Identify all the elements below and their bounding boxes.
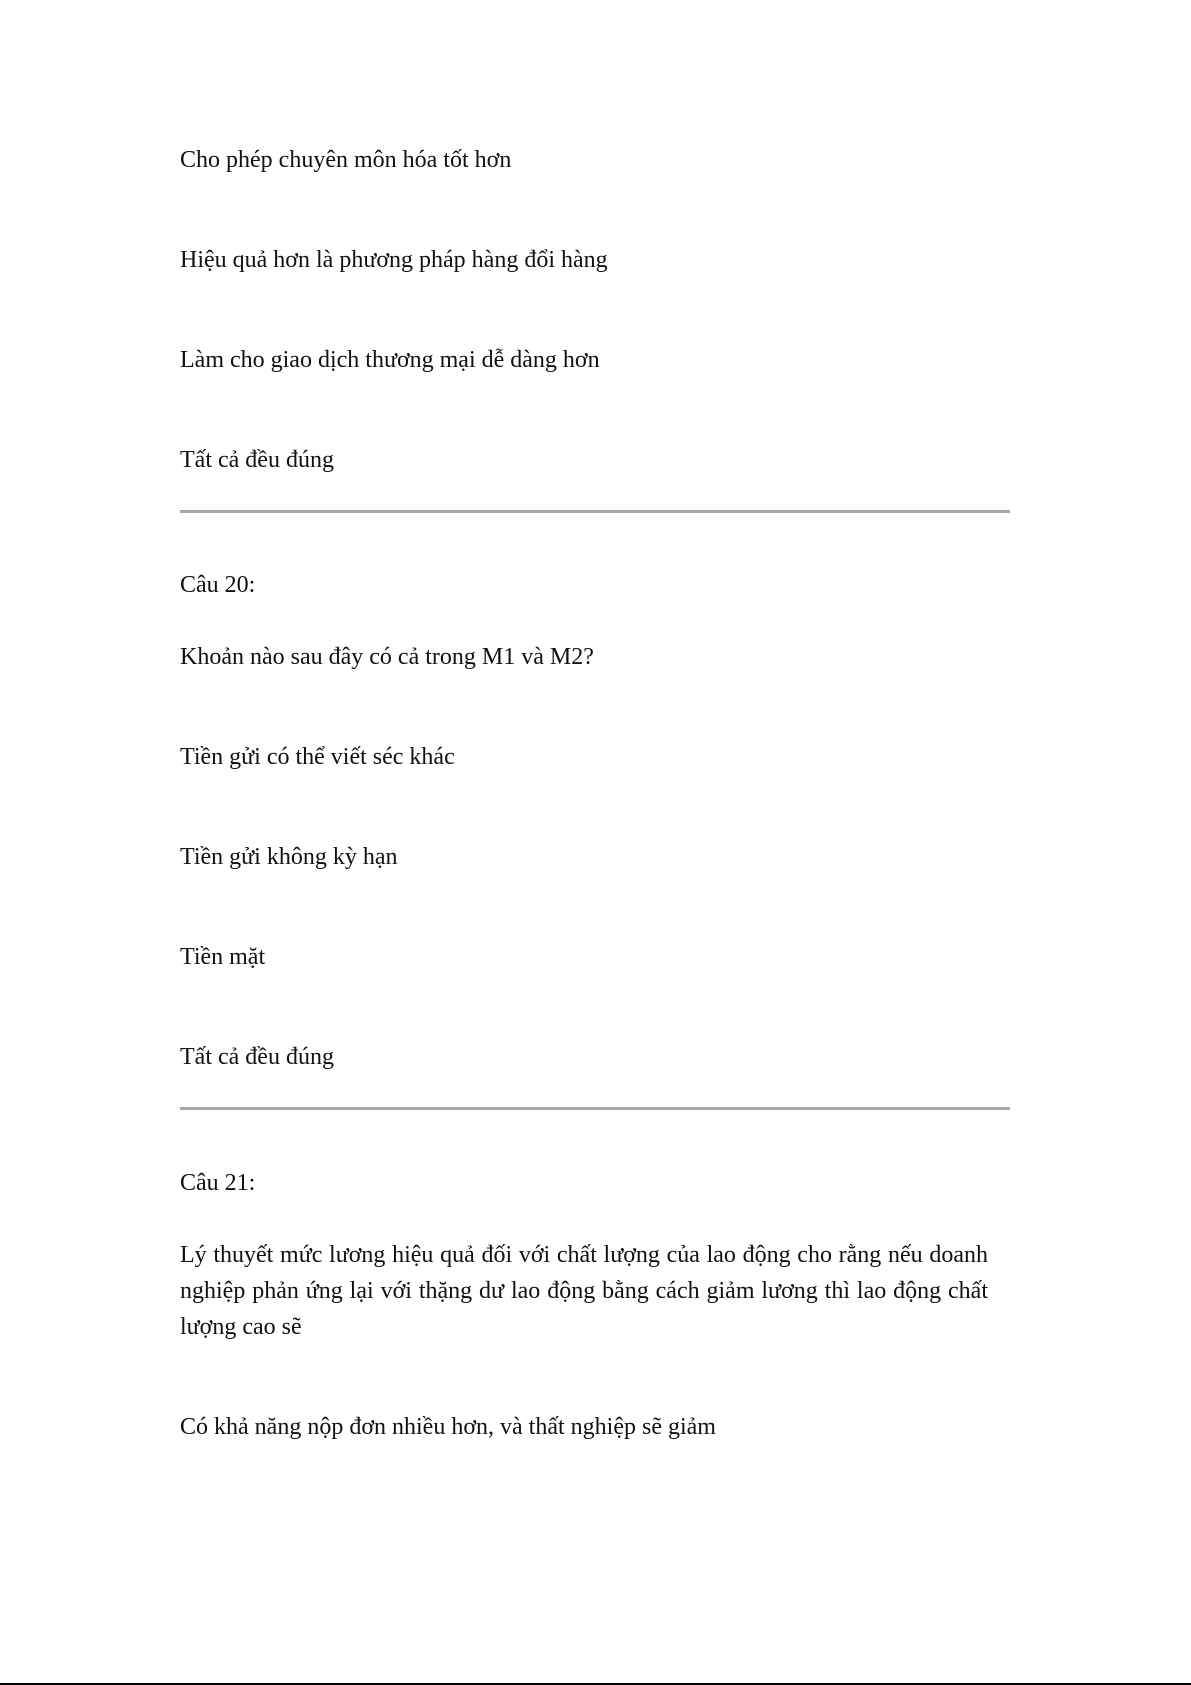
option-text: Tiền gửi không kỳ hạn <box>180 844 398 870</box>
question-label: Câu 20: <box>180 572 256 598</box>
option-text: Tất cả đều đúng <box>180 447 334 473</box>
option-text: Có khả năng nộp đơn nhiều hơn, và thất nghiệp sẽ giảm <box>180 1414 716 1440</box>
question-text: Khoản nào sau đây có cả trong M1 và M2? <box>180 644 594 670</box>
section-divider <box>180 1107 1010 1110</box>
option-text: Làm cho giao dịch thương mại dễ dàng hơn <box>180 347 600 373</box>
option-text: Tiền mặt <box>180 944 266 970</box>
question-text: Lý thuyết mức lương hiệu quả đối với chất lượng của lao động cho rằng nếu doanh nghiệp phản ứng lại với thặng dư lao động bằng cách giảm lương thì lao động chất lượng cao sẽ <box>180 1242 988 1340</box>
option-text: Cho phép chuyên môn hóa tốt hơn <box>180 147 512 173</box>
section-divider <box>180 510 1010 513</box>
option-text: Tất cả đều đúng <box>180 1044 334 1070</box>
option-text: Hiệu quả hơn là phương pháp hàng đổi hàng <box>180 247 608 273</box>
option-text: Tiền gửi có thể viết séc khác <box>180 744 455 770</box>
question-label: Câu 21: <box>180 1170 256 1196</box>
